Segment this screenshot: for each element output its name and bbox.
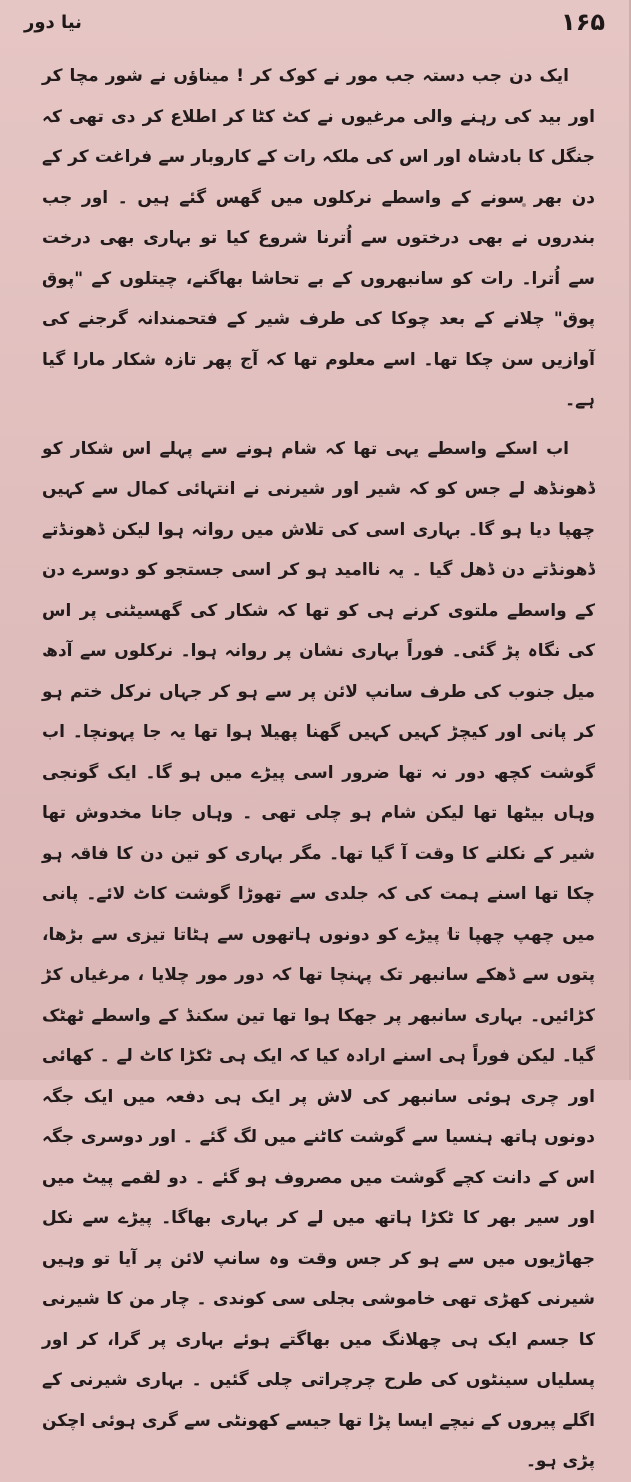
text-column bbox=[42, 56, 595, 1471]
paragraph-2: اب اسکے واسطے یہی تھا کہ شام ہونے سے پہلے اس شکار کو ڈھونڈھ لے جس کو کہ شیر اور شیرنی نے انتہائی کمال سے کہیں چھپا دیا ہو گا۔ بہاری اسی کی تلاش میں روانہ ہوا لیکن ڈھونڈتے ڈھونڈتے دن ڈھل گیا ۔ یہ ناامید ہو کر اسی جستجو کو دوسرے دن کے واسطے ملتوی کرنے ہی کو تھا کہ شکار کی گھسیٹنی پر اس کی نگاہ پڑ گئی۔ فوراً بہاری نشان پر روانہ ہوا۔ نرکلوں سے آدھ میل جنوب کی طرف سانپ لائن پر سے ہو کر جہاں نرکل ختم ہو کر پانی اور کیچڑ کہیں کہیں گھنا پھیلا ہوا تھا یہ جا پہونچا۔ اب گوشت کچھ دور نہ تھا ضرور اسی پیڑے میں ہو گا۔ ایک گونجی وہاں بیٹھا تھا لیکن شام ہو چلی تھی ۔ وہاں جانا مخدوش تھا شیر کے نکلنے کا وقت آ گیا تھا۔ مگر بہاری کو تین دن کا فاقہ ہو چکا تھا اسنے ہمت کی کہ جلدی سے تھوڑا گوشت کاٹ لائے۔ پانی میں چھپ چھپا تا پیڑے کو دونوں ہاتھوں سے ہٹاتا تیزی سے بڑھا، پتوں سے ڈھکے سانبھر تک پہنچا تھا کہ دور مور چلایا ، مرغیاں کڑ کڑائیں۔ بہاری سانبھر پر جھکا ہوا تھا تین سکنڈ کے واسطے ٹھٹک گیا۔ لیکن فوراً ہی اسنے ارادہ کیا کہ ایک ہی ٹکڑا کاٹ لے ۔ کھائی اور چری ہوئی سانبھر کی لاش پر ایک ہی دفعہ میں ایک جگہ دونوں ہاتھ ہنسیا سے گوشت کاٹنے میں لگ گئے ۔ اور دوسری جگہ اس کے دانت کچے گوشت میں مصروف ہو گئے ۔ دو لقمے پیٹ میں اور سیر بھر کا ٹکڑا ہاتھ میں لے کر بہاری بھاگا۔ پیڑے سے نکل جھاڑیوں میں سے ہو کر جس وقت وہ سانپ لائن پر آیا تو وہیں شیرنی کھڑی تھی خاموشی بجلی سی کوندی ۔ چار من کا شیرنی کا جسم ایک ہی چھلانگ میں بھاگتے ہوئے بہاری پر گرا، کر اور پسلیاں سینٹوں کی طرح چرچراتی چلی گئیں ۔ بہاری شیرنی کے اگلے پیروں کے نیچے ایسا پڑا تھا جیسے کھونٹی سے گری ہوئی اچکن پڑی ہو۔ bbox=[42, 438, 595, 1471]
scan-speck bbox=[118, 612, 122, 616]
paragraph-1: ایک دن جب دستہ جب مور نے کوک کر ! میناؤں نے شور مچا کر اور بید کی رہنے والی مرغیوں نے کٹ کٹا کر اطلاع کر دی تھی کہ جنگل کا بادشاہ اور اس کی ملکہ رات کے کاروبار سے فراغت کر کے دن بھر سونے کے واسطے نرکلوں میں گھس گئے ہیں ۔ اور جب بندروں نے بھی درختوں سے اُترنا شروع کیا تو بہاری بھی درخت سے اُترا۔ رات کو سانبھروں کے بے تحاشا بھاگنے، چیتلوں کے "پوق پوق" چلانے کے بعد چوکا کی طرف شیر کے فتحمندانہ گرجنے کی آوازیں سن چکا تھا۔ اسے معلوم تھا کہ آج پھر تازہ شکار مارا گیا ہے۔ bbox=[42, 66, 595, 410]
scan-speck bbox=[447, 931, 451, 935]
page-header bbox=[24, 6, 605, 38]
page-number: ۱۶۵ bbox=[561, 8, 605, 36]
scan-speck bbox=[522, 203, 526, 207]
running-head: نیا دور bbox=[24, 11, 82, 33]
